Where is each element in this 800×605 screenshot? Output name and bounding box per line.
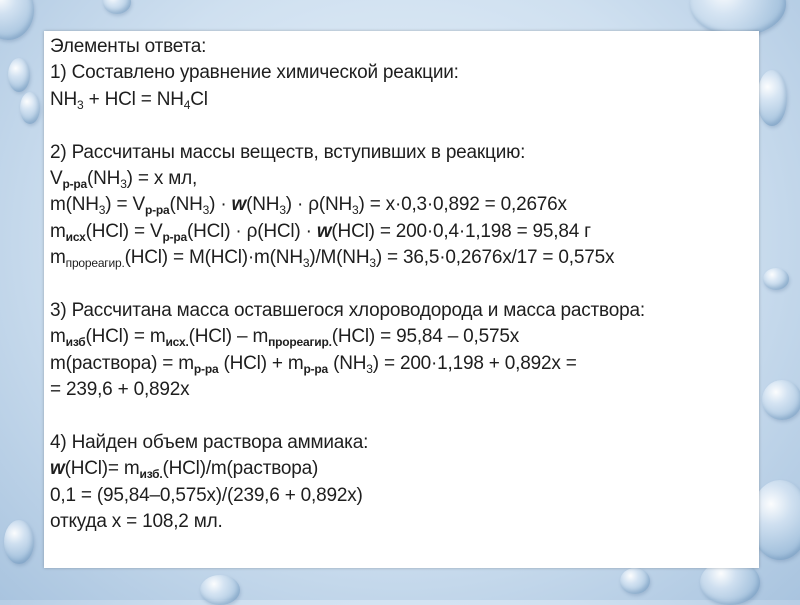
water-drop-decoration — [20, 92, 40, 124]
reaction-equation: $NH_3$ + HCl = $NH_4Cl$ — [50, 88, 208, 112]
spacer — [50, 113, 753, 139]
spacer — [50, 403, 753, 429]
step4-mass-fraction-line: $w(HCl)= m_{изб.}(HCl)/m(раствора)$ — [50, 458, 319, 482]
step3-heading: 3) Рассчитана масса оставшегося хлороводорода и масса раствора: — [50, 299, 645, 321]
spacer — [50, 272, 753, 298]
water-drop-decoration — [620, 568, 650, 594]
water-drop-decoration — [103, 0, 131, 14]
answer-content — [50, 34, 753, 535]
step2-mass-nh3-line: $m(NH_3) = V_{р-ра}(NH_3) \cdot w(NH_3) \cdot \rho(NH_3) = x\cdot 0,3\cdot 0,892 = 0,2676x$ — [50, 194, 567, 218]
water-drop-decoration — [4, 520, 34, 564]
water-drop-decoration — [200, 575, 240, 605]
water-drop-decoration — [8, 58, 30, 92]
step3-solution-mass-line: m(раствора) = $m_{р-ра}$ $(HCl) + m_{р-ра}$ $(NH_3) = 200\cdot 1,198 + 0,892x$ = — [50, 352, 577, 376]
step3-solution-mass-continued: = 239,6 + 0,892x — [50, 379, 190, 401]
step4-result-line: откуда x = 108,2 мл. — [50, 511, 223, 533]
step4-equation-line: 0,1 = (95,84–0,575x)/(239,6 + 0,892x) — [50, 484, 363, 506]
answer-title: Элементы ответа: — [50, 36, 207, 57]
step4-heading: 4) Найден объем раствора аммиака: — [50, 431, 369, 453]
step2-reacted-hcl-line: $m_{прореагир.}(HCl) = M(HCl)\cdot m(NH_3)/M(NH_3) = 36,5\cdot 0,2676x/17 = 0,575x$ — [50, 247, 615, 271]
water-drop-decoration — [762, 380, 800, 420]
step2-mass-hcl-line: $m_{исх}(HCl) = V_{р-ра}(HCl) \cdot \rho(HCl) \cdot w(HCl) = 200\cdot 0,4\cdot 1,198 = 95,84$ г — [50, 220, 591, 244]
answer-card — [44, 31, 759, 568]
water-drop-decoration — [0, 0, 34, 40]
water-drop-decoration — [763, 268, 789, 290]
water-drop-decoration — [757, 70, 787, 126]
step1-heading: 1) Составлено уравнение химической реакции: — [50, 62, 459, 84]
step2-volume-line: $V_{р-ра}(NH_3) = x$ мл, — [50, 167, 198, 191]
step3-excess-hcl-line: $m_{изб}(HCl) = m_{исх.}(HCl) - m_{прореагир.}(HCl) = 95,84 - 0,575x$ — [50, 326, 520, 350]
step2-heading: 2) Рассчитаны массы веществ, вступивших в реакцию: — [50, 141, 526, 163]
